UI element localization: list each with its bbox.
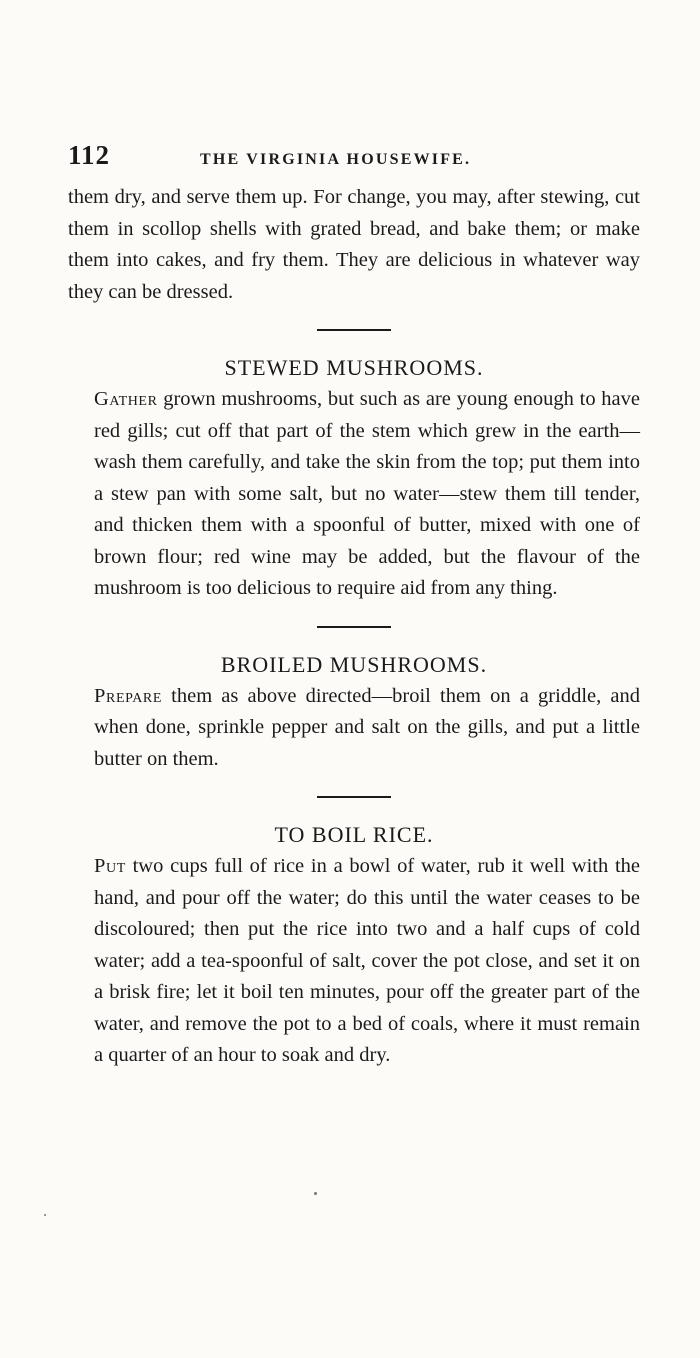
- recipe-title-to-boil-rice: TO BOIL RICE.: [274, 822, 434, 847]
- section-divider: [317, 626, 391, 628]
- recipe-title-broiled-mushrooms: BROILED MUSHROOMS.: [220, 651, 488, 677]
- recipe-body-stewed-mushrooms: [68, 384, 640, 605]
- lead-word: Gather: [94, 388, 158, 410]
- lead-word: Prepare: [94, 684, 162, 707]
- recipe-text: them as above directed—broil them on a griddle, and when done, sprinkle pepper and salt on the gills, and put a little butter on them.: [94, 684, 640, 770]
- page-number: 112: [68, 140, 111, 170]
- book-page: [68, 140, 640, 1072]
- recipe-text: two cups full of rice in a bowl of water, rub it well with the hand, and pour off the water; do this until the water ceases to be discoloured; then put the rice into two and a half cups of cold water; add a tea-spoonful of salt, cover the pot close, and set it on a brisk fire; let it boil ten minutes, pour off the greater part of the water, and remove the pot to a bed of coals, where it must remain a quarter of an hour to soak and dry.: [94, 855, 640, 1066]
- running-title: THE VIRGINIA HOUSEWIFE.: [200, 151, 472, 168]
- recipe-text: grown mushrooms, but such as are young enough to have red gills; cut off that part of the stem which grew in the earth—wash them carefully, and take the skin from the top; put them into a stew pan with some salt, but no water—stew them till tender, and thicken them with a spoonful of butter, mixed with one of brown flour; red wine may be added, but the flavour of the mushroom is too delicious to require aid from any thing.: [94, 388, 640, 599]
- recipe-title-stewed-mushrooms: STEWED MUSHROOMS.: [224, 355, 484, 380]
- recipe-body-to-boil-rice: [68, 851, 640, 1072]
- lead-word: Put: [94, 855, 126, 877]
- continued-paragraph: them dry, and serve them up. For change, you may, after stewing, cut them in scollop shells with grated bread, and bake them; or make them into cakes, and fry them. They are delicious in whatever way they can be dressed.: [68, 186, 640, 303]
- section-divider: [317, 796, 391, 798]
- paper-speck: [44, 1214, 46, 1216]
- paper-speck: [314, 1192, 317, 1195]
- recipe-body-broiled-mushrooms: [68, 681, 640, 776]
- running-head: [68, 140, 640, 174]
- section-divider: [317, 329, 391, 331]
